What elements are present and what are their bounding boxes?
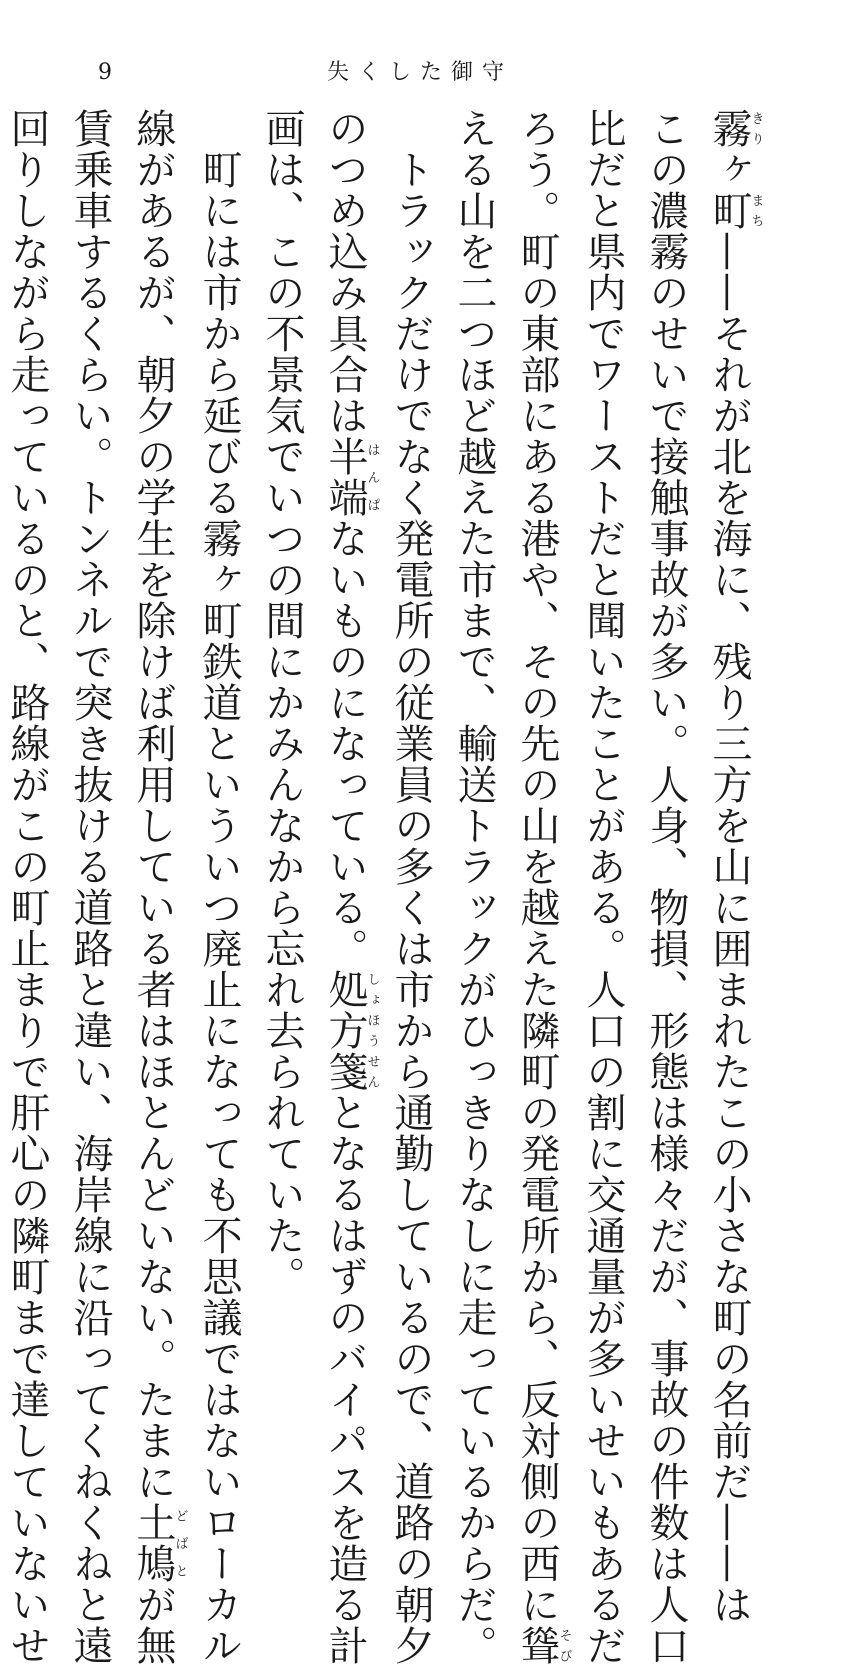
- text-line-1-rest: ——それが北を海に、残り三方を山に囲まれたこの小さな町の名前だ——は: [706, 231, 752, 1625]
- text-line-9: 町には市から延びる霧ヶ町鉄道というい​つ廃止になっても不思議ではないローカル: [196, 108, 242, 1666]
- ruby-shohousen: [322, 969, 380, 1092]
- ruby-base-sobi: 聳: [514, 1625, 560, 1666]
- ruby-reading-hanpa: はんぱ: [364, 436, 380, 518]
- ruby-sobi: [514, 1625, 572, 1666]
- text-line-3: 比だと県内でワーストだと聞いたことがある。人口の割に交通量が多いせいもあるだ: [580, 108, 626, 1666]
- ruby-base-hanpa: 半端: [322, 436, 368, 518]
- text-line-11: 賃乗車するくらい。トンネルで突き抜ける道路と違い、海岸線に沿ってくねくねと遠: [67, 108, 113, 1666]
- ruby-kiri: [706, 108, 764, 149]
- body-text: [0, 108, 764, 1666]
- ruby-machi: [706, 190, 764, 231]
- text-line-10-part-b: が無: [130, 1584, 176, 1666]
- ruby-reading-shohousen: しょほうせん: [364, 969, 380, 1092]
- text-line-1-part: ヶ: [706, 149, 752, 190]
- text-line-7-part-b: ないものになっている。: [322, 518, 368, 969]
- text-line-7-part-a: のつめ込み具合は: [322, 108, 368, 436]
- text-line-7: [313, 108, 380, 1666]
- text-line-5: える山を二つほど越えた市まで、輸送トラックがひっきりなしに走っているからだ。: [451, 108, 497, 1666]
- ruby-reading-machi: まち: [748, 190, 764, 231]
- ruby-base-kiri: 霧: [706, 108, 752, 149]
- text-line-7-part-c: となるはずのバイパスを造る計: [322, 1092, 368, 1666]
- ruby-hanpa: [322, 436, 380, 518]
- text-line-8: 画は、この不景気でいつの間にかみんなから忘れ去られていた。: [259, 108, 305, 1297]
- text-line-4: [505, 108, 572, 1666]
- ruby-reading-sobi: そび: [556, 1625, 572, 1666]
- ruby-base-machi: 町: [706, 190, 752, 231]
- page-number: 9: [98, 60, 112, 85]
- text-line-2: この濃霧のせいで接触事故が多い。人身、物損、形態は様々だが、事故の件数は人口: [643, 108, 689, 1666]
- ruby-base-shohousen: 処方箋: [322, 969, 368, 1092]
- ruby-reading-kiri: きり: [748, 108, 764, 149]
- text-line-1: [697, 108, 764, 1625]
- ruby-dobato: [130, 1502, 188, 1584]
- running-header-title: 失くした御守: [326, 60, 513, 85]
- text-line-4-part: ろう。町の東部にある港や、その先の山を越えた隣町の発電所から、反対側の西に: [514, 108, 560, 1625]
- ruby-base-dobato: 土鳩: [130, 1502, 176, 1584]
- ruby-reading-dobato: どばと: [172, 1502, 188, 1584]
- text-line-10-part-a: 線があるが、朝夕の学生を除けば利用している者はほとんどいない。たまに: [130, 108, 176, 1502]
- text-line-6: トラックだけでなく発電所の従業員の多くは市から通勤しているので、道路の朝夕: [388, 108, 434, 1666]
- text-line-12: 回りしながら走っているのと、路線がこの町止まりで肝心の隣町まで達していないせ: [4, 108, 50, 1666]
- text-line-10: [121, 108, 188, 1666]
